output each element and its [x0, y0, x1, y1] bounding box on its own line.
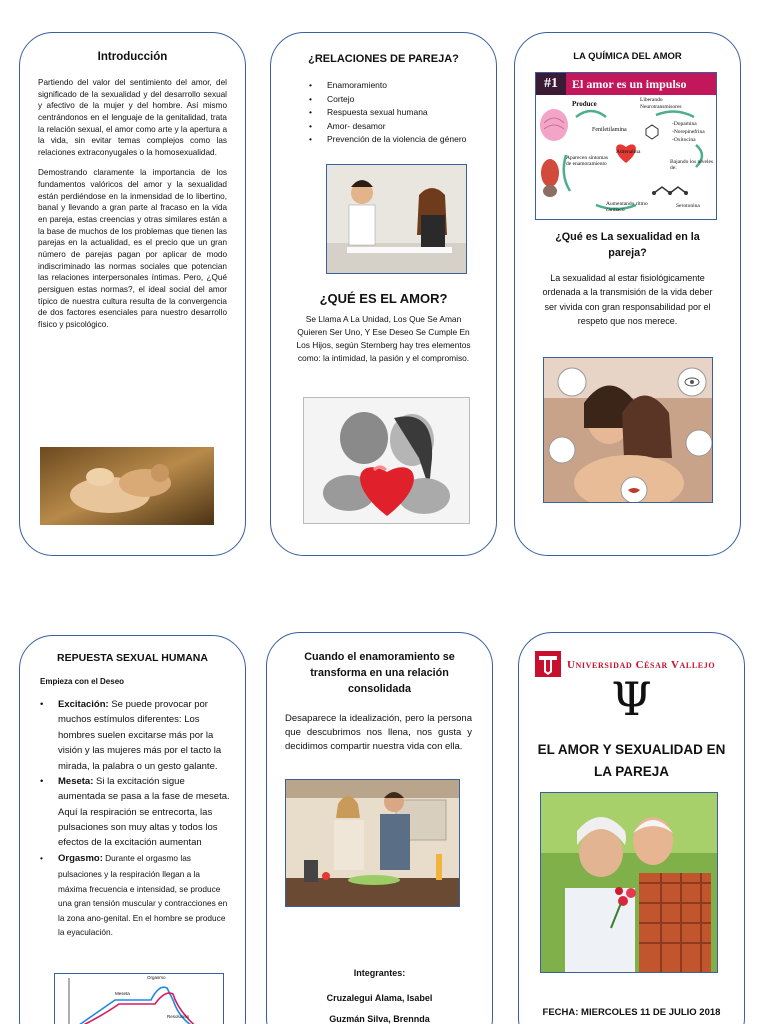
infographic: [535, 72, 717, 220]
university-logo: [535, 651, 561, 677]
info-produce: Produce: [572, 100, 597, 108]
fase-label: Orgasmo:: [58, 852, 103, 864]
panel-title: Introducción: [97, 51, 168, 63]
fase-text: Si la excitación sigue aumentada se pasa a la fase de meseta. Aquí la respiración se entrecorta, las pulsaciones son muy altas y todos los efectos de la excitación aumentan: [58, 775, 230, 849]
response-curve-chart: [54, 973, 224, 1024]
info-bajando: Bajando los niveles de:: [670, 159, 714, 172]
panel-title: REPUESTA SEXUAL HUMANA: [57, 652, 208, 664]
university-name: Universidad César Vallejo: [567, 659, 716, 671]
info-oxitocina: -Oxitocina: [672, 137, 696, 143]
fase-text: Se puede provocar por muchos estímulos diferentes: Los hombres suelen excitarse más por la visión y las mujeres más por el tacto la mirada, la palabra o un gesto galante.: [58, 699, 222, 772]
relaciones-list: [305, 79, 476, 147]
elderly-couple-image: [540, 792, 718, 973]
list-item: • Respuesta sexual humana: [305, 106, 476, 120]
fase-text: Durante el orgasmo las pulsaciones y la respiración llegan a la máxima frecuencia e intensidad, se produce una gran tensión muscular y contracciones en la zona ano-genital. En el hombre se produce la eyaculación.: [58, 852, 228, 937]
panel-title: ¿RELACIONES DE PAREJA?: [308, 53, 459, 65]
fase-label: Excitación:: [58, 699, 109, 710]
info-dopamina: -Dopamina: [672, 121, 697, 127]
panel-title: LA QUÍMICA DEL AMOR: [573, 51, 682, 62]
amor-text: Se Llama A La Unidad, Los Que Se Aman Quieren Ser Uno, Y Ese Deseo Se Cumple En Los Hijos, según Sternberg hay tres elementos como: la intimidad, la pasión y el compromiso.: [296, 314, 471, 364]
panel-introduccion: [19, 32, 246, 556]
panel-subtitle: Empieza con el Deseo: [40, 677, 125, 686]
heart-kiss-image: [303, 397, 470, 524]
list-item: • Cortejo: [305, 93, 476, 107]
info-aparecen: Aparecen síntomas de enamoramiento: [566, 155, 608, 168]
amor-title: ¿QUÉ ES EL AMOR?: [319, 291, 448, 306]
sexualidad-text: La sexualidad al estar fisiológicamente ordenada a la transmisión de la vida deber ser vivida con gran responsabilidad por el respeto que nos merece.: [542, 273, 713, 327]
psi-symbol: Ψ: [611, 672, 652, 726]
fase-label: Meseta:: [58, 775, 94, 787]
infographic-number: #1: [536, 73, 566, 95]
list-item: • Enamoramiento: [305, 79, 476, 93]
info-fenil: Feniletilamina: [592, 127, 627, 133]
panel-quimica: [514, 32, 741, 556]
list-item: [36, 851, 231, 940]
integrantes-label: Integrantes:: [353, 968, 406, 978]
list-item: • Amor- desamor: [305, 120, 476, 134]
info-neuro: Neurotransmisores: [640, 104, 682, 110]
list-item: • Prevención de la violencia de género: [305, 133, 476, 147]
infographic-header: [536, 73, 716, 95]
info-norepi: -Norepinefrina: [672, 129, 705, 135]
intro-paragraph-2: Demostrando claramente la importancia de los fundamentos valóricos del amor y la sexualidad están perdiéndose en la inmensidad de lo libertino, banal y llevando a gran parte al fracaso en la vida en pareja, estas creencias y otras similares están a la base de muchos de los problemas que tienen las parejas en la actualidad, es el precio que un gran número de parejas pagan por aplicar de modo indiscriminado las normas sociales que potencian las relaciones interpersonales íntimas. Pero, ¿Qué persiguen estas normas?, el ideal social del amor típico de nuestra cultura resulta de la convergencia de dos factores esenciales para nuestro desarrollo físico y psicológico.: [38, 168, 227, 329]
brochure-title: EL AMOR Y SEXUALIDAD EN LA PAREJA: [537, 742, 726, 780]
chart-label-meseta: Meseta: [115, 991, 130, 996]
sexualidad-title: ¿Qué es La sexualidad en la pareja?: [555, 231, 700, 259]
enamoramiento-text: Desaparece la idealización, pero la persona que descubrimos nos llena, nos gusta y decidimos compartir nuestra vida con ella.: [285, 712, 472, 753]
couple-table-image: [326, 164, 467, 274]
info-liberando: Liberando: [640, 97, 663, 103]
panel-portada: [518, 632, 745, 1024]
info-serotonina: Serotonina: [676, 203, 700, 209]
couple-senses-image: [543, 357, 713, 503]
couple-kitchen-image: [285, 779, 460, 907]
list-item: [36, 697, 231, 774]
panel-title: Cuando el enamoramiento se transforma en una relación consolidada: [304, 651, 455, 696]
panel-enamoramiento: [266, 632, 493, 1024]
infographic-heading: El amor es un impulso: [572, 77, 687, 91]
fecha-label: FECHA: MIERCOLES 11 DE JULIO 2018: [542, 1007, 721, 1018]
intro-paragraph-1: Partiendo del valor del sentimiento del amor, del significado de la sexualidad y del desarrollo sexual y afectivo de la mujer y del hombre. Así mismo centrándonos en el lenguaje de la genitalidad, trata la relación sexual, el amor como arte y la apertura a la vida, sin evitar temas complejos como las relaciones extraconyugales o la homosexualidad.: [38, 78, 227, 157]
member-name: Guzmán Silva, Brennda: [329, 1014, 430, 1024]
panel-respuesta: [19, 635, 246, 1024]
panel-relaciones: [270, 32, 497, 556]
chart-label-orgasmo: Orgasmo: [147, 975, 166, 980]
list-item: [36, 774, 231, 851]
member-name: Cruzalegui Alama, Isabel: [326, 993, 433, 1003]
painting-image: [40, 447, 214, 525]
info-adrenalina: Adrenalina: [616, 149, 641, 155]
fases-list: [36, 697, 231, 939]
chart-label-resolucion: Resolución: [167, 1014, 190, 1019]
info-aumentando: Aumentando ritmo cardiaco: [606, 201, 648, 214]
